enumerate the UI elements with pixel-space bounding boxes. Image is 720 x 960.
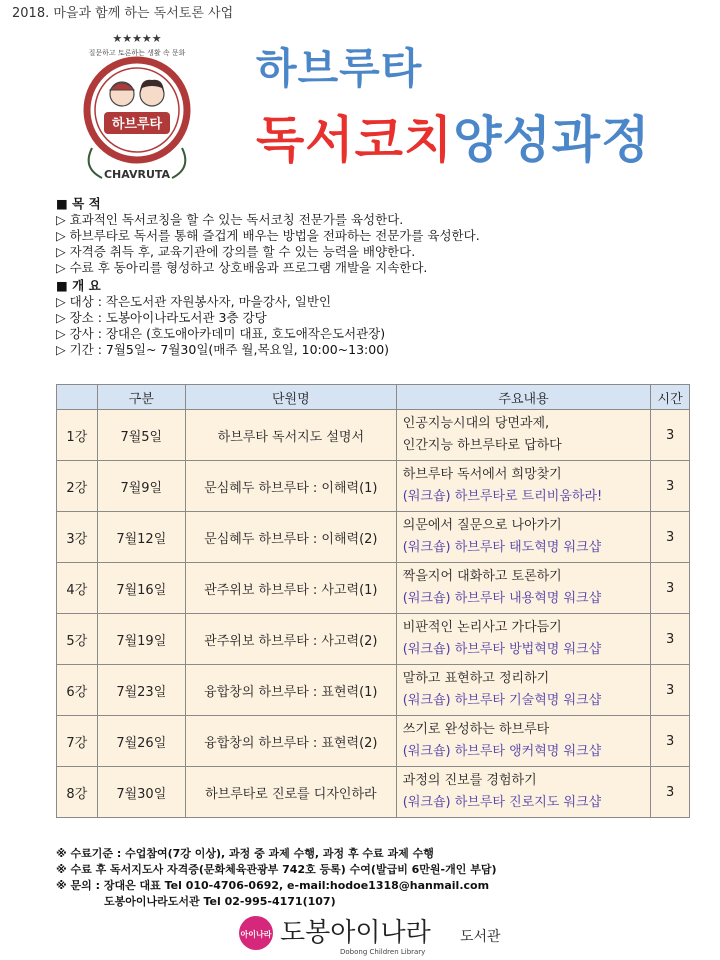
- table-row: [57, 563, 690, 614]
- purpose-item: ▷ 효과적인 독서코칭을 할 수 있는 독서코칭 전문가를 육성한다.: [56, 212, 404, 227]
- lecture-date: 7월23일: [97, 665, 185, 716]
- lecture-number: 3강: [57, 512, 98, 563]
- content-line: 짝을지어 대화하고 토론하기: [402, 569, 562, 584]
- table-row: [57, 614, 690, 665]
- lecture-content: [396, 410, 650, 461]
- lecture-number: 2강: [57, 461, 98, 512]
- content-line: 의문에서 질문으로 나아가기: [402, 518, 562, 533]
- content-line: (워크숍) 하브루타 태도혁명 워크샵: [402, 540, 602, 555]
- lecture-date: 7월12일: [97, 512, 185, 563]
- lecture-content: [396, 665, 650, 716]
- lecture-content: [396, 461, 650, 512]
- lecture-content: [396, 512, 650, 563]
- lecture-date: 7월30일: [97, 767, 185, 818]
- content-line: 하브루타 독서에서 희망찾기: [402, 467, 562, 482]
- content-line: (워크숍) 하브루타 내용혁명 워크샵: [402, 591, 602, 606]
- content-line: (워크숍) 하브루타 방법혁명 워크샵: [402, 642, 602, 657]
- content-line: 인공지능시대의 당면과제,: [402, 416, 550, 431]
- svg-text:질문하고 토론하는 생활 속 문화: 질문하고 토론하는 생활 속 문화: [88, 49, 186, 57]
- content-line: 과정의 진보를 경험하기: [402, 773, 537, 788]
- lecture-date: 7월16일: [97, 563, 185, 614]
- svg-text:★★★★★: ★★★★★: [112, 32, 162, 45]
- table-row: [57, 512, 690, 563]
- svg-text:CHAVRUTA: CHAVRUTA: [103, 168, 171, 181]
- purpose-section: [56, 196, 480, 276]
- purpose-heading: ■ 목 적: [56, 196, 101, 211]
- schedule-table: [56, 384, 690, 818]
- lecture-date: 7월9일: [97, 461, 185, 512]
- lecture-number: 6강: [57, 665, 98, 716]
- lecture-hours: 3: [651, 410, 690, 461]
- svg-text:하브루타: 하브루타: [111, 117, 163, 132]
- content-line: 인간지능 하브루타로 답하다: [402, 438, 562, 453]
- lecture-date: 7월26일: [97, 716, 185, 767]
- overview-item: ▷ 장소 : 도봉아이나라도서관 3층 강당: [56, 310, 267, 325]
- overview-section: [56, 278, 389, 358]
- footer-line: 도봉아이나라도서관 Tel 02-995-4171(107): [104, 895, 336, 908]
- table-row: [57, 767, 690, 818]
- header-cell: [57, 385, 98, 410]
- table-header-row: [57, 385, 690, 410]
- table-row: [57, 716, 690, 767]
- footer-notes: [56, 846, 496, 910]
- table-row: [57, 461, 690, 512]
- lecture-number: 8강: [57, 767, 98, 818]
- title-blue: 양성과정: [453, 111, 651, 169]
- svg-text:도봉아이나라: 도봉아이나라: [280, 918, 431, 948]
- lecture-hours: 3: [651, 563, 690, 614]
- unit-name: 관주위보 하브루타 : 사고력(1): [185, 563, 396, 614]
- unit-name: 문심혜두 하브루타 : 이해력(2): [185, 512, 396, 563]
- lecture-hours: 3: [651, 614, 690, 665]
- lecture-content: [396, 716, 650, 767]
- header-cell: 구분: [97, 385, 185, 410]
- unit-name: 하브루타로 진로를 디자인하라: [185, 767, 396, 818]
- content-line: (워크숍) 하브루타 앵커혁명 워크샵: [402, 744, 602, 759]
- header-cell: 단원명: [185, 385, 396, 410]
- overview-heading: ■ 개 요: [56, 278, 101, 293]
- unit-name: 하브루타 독서지도 설명서: [185, 410, 396, 461]
- lecture-number: 1강: [57, 410, 98, 461]
- lecture-number: 7강: [57, 716, 98, 767]
- purpose-item: ▷ 하브루타로 독서를 통해 즐겁게 배우는 방법을 전파하는 전문가를 육성한다.: [56, 228, 480, 243]
- purpose-item: ▷ 수료 후 동아리를 형성하고 상호배움과 프로그램 개발을 지속한다.: [56, 260, 428, 275]
- table-row: [57, 410, 690, 461]
- unit-name: 융합창의 하브루타 : 표현력(1): [185, 665, 396, 716]
- purpose-item: ▷ 자격증 취득 후, 교육기관에 강의를 할 수 있는 능력을 배양한다.: [56, 244, 416, 259]
- overview-item: ▷ 기간 : 7월5일~ 7월30일(매주 월,목요일, 10:00~13:00): [56, 342, 390, 357]
- library-logo: [236, 908, 506, 958]
- lecture-hours: 3: [651, 716, 690, 767]
- table-row: [57, 665, 690, 716]
- content-line: 말하고 표현하고 정리하기: [402, 671, 550, 686]
- content-line: 쓰기로 완성하는 하브루타: [402, 722, 550, 737]
- lecture-hours: 3: [651, 512, 690, 563]
- lecture-hours: 3: [651, 767, 690, 818]
- svg-text:Dobong Children Library: Dobong Children Library: [340, 948, 426, 956]
- lecture-hours: 3: [651, 461, 690, 512]
- lecture-content: [396, 614, 650, 665]
- svg-text:도서관: 도서관: [460, 929, 501, 945]
- unit-name: 융합창의 하브루타 : 표현력(2): [185, 716, 396, 767]
- lecture-content: [396, 563, 650, 614]
- lecture-number: 4강: [57, 563, 98, 614]
- title-line1: 하브루타: [256, 44, 423, 93]
- program-note: 2018. 마을과 함께 하는 독서토론 사업: [12, 6, 234, 21]
- lecture-date: 7월5일: [97, 410, 185, 461]
- svg-text:아이나라: 아이나라: [240, 930, 272, 939]
- footer-line: ※ 수료 후 독서지도사 자격증(문화체육관광부 742호 등록) 수여(발급비 6만원-개인 부담): [56, 863, 497, 876]
- header-cell: 시간: [651, 385, 690, 410]
- unit-name: 관주위보 하브루타 : 사고력(2): [185, 614, 396, 665]
- overview-item: ▷ 대상 : 작은도서관 자원봉사자, 마을강사, 일반인: [56, 294, 332, 309]
- title-line2: [256, 100, 650, 172]
- content-line: (워크숍) 하브루타 기술혁명 워크샵: [402, 693, 602, 708]
- lecture-number: 5강: [57, 614, 98, 665]
- content-line: 비판적인 논리사고 가다듬기: [402, 620, 562, 635]
- lecture-content: [396, 767, 650, 818]
- unit-name: 문심혜두 하브루타 : 이해력(1): [185, 461, 396, 512]
- lecture-date: 7월19일: [97, 614, 185, 665]
- content-line: (워크숍) 하브루타 진로지도 워크샵: [402, 795, 602, 810]
- chavruta-logo: [52, 28, 222, 188]
- header-cell: 주요내용: [396, 385, 650, 410]
- footer-line: ※ 수료기준 : 수업참여(7강 이상), 과정 중 과제 수행, 과정 후 수료 과제 수행: [56, 847, 434, 860]
- overview-item: ▷ 강사 : 장대은 (호도애아카데미 대표, 호도애작은도서관장): [56, 326, 386, 341]
- lecture-hours: 3: [651, 665, 690, 716]
- content-line: (워크숍) 하브루타로 트리비움하라!: [402, 489, 603, 504]
- footer-line: ※ 문의 : 장대은 대표 Tel 010-4706-0692, e-mail:hodoe1318@hanmail.com: [56, 879, 490, 892]
- title-red: 독서코치: [256, 111, 454, 169]
